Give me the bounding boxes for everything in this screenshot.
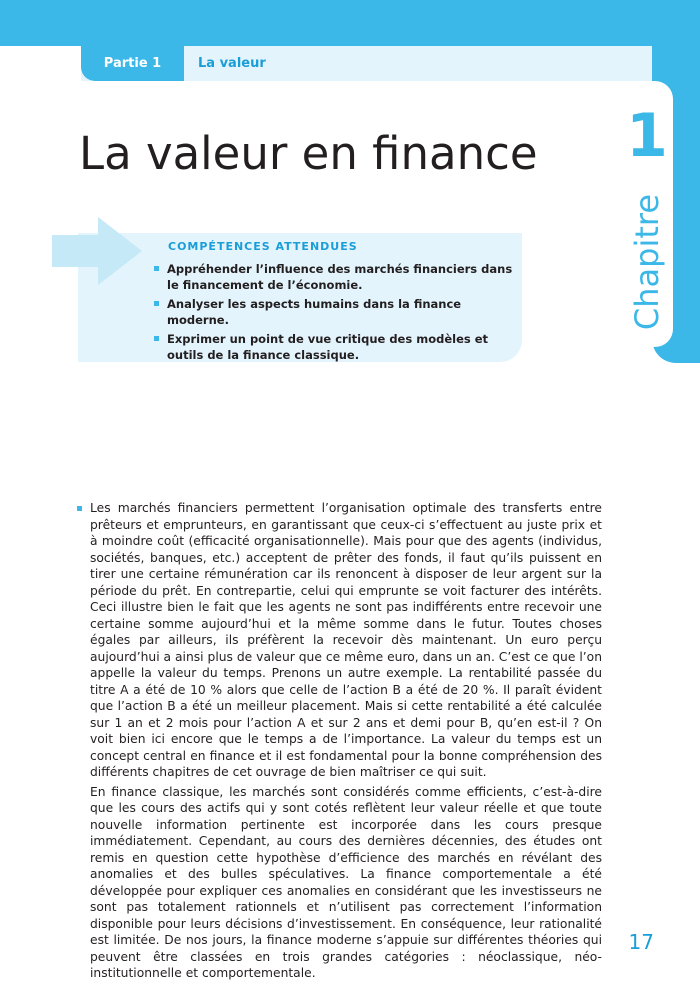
- page-number: 17: [628, 930, 654, 954]
- skills-list: [151, 261, 516, 366]
- page-title: La valeur en finance: [79, 127, 538, 180]
- skills-heading: COMPÉTENCES ATTENDUES: [168, 240, 358, 253]
- body-text: [90, 500, 602, 985]
- bullet-square-icon: [77, 506, 82, 511]
- skill-item: Appréhender l’influence des marchés financiers dans le financement de l’économie.: [151, 261, 516, 293]
- bullet-square-icon: [154, 266, 159, 271]
- chapter-number: 1: [626, 101, 668, 171]
- bullet-square-icon: [154, 336, 159, 341]
- arrow-right-icon: [52, 217, 142, 285]
- part-title: La valeur: [198, 56, 266, 71]
- skill-item: Exprimer un point de vue critique des modèles et outils de la finance classique.: [151, 331, 516, 363]
- part-label: Partie 1: [81, 46, 184, 81]
- bullet-square-icon: [154, 301, 159, 306]
- body-paragraph: Les marchés financiers permettent l’organisation optimale des transferts entre prêteurs et emprunteurs, en garantissant que ceux-ci s’effectuent au juste prix et à moindre coût (efficacité organisationnelle). Mais pour que des agents (individus, sociétés, banques, etc.) acceptent de prêter des fonds, il faut qu’ils puissent en tirer une certaine rémunération car ils renoncent à disposer de leur argent sur la période du prêt. En contrepartie, celui qui emprunte se voit facturer des intérêts. Ceci illustre bien le fait que les agents ne sont pas indifférents entre recevoir une certaine somme aujourd’hui et la même somme dans le futur. Toutes choses égales par ailleurs, ils préfèrent la recevoir dès maintenant. Un euro perçu aujourd’hui a ainsi plus de valeur que ce même euro, dans un an. C’est ce que l’on appelle la valeur du temps. Prenons un autre exemple. La rentabilité passée du titre A a été de 10 % alors que celle de l’action B a été de 20 %. Il paraît évident que l’action B a été un meilleur placement. Mais si cette rentabilité a été calculée sur 1 an et 2 mois pour l’action A et sur 2 ans et demi pour B, qu’en est-il ? On voit bien ici encore que le temps a de l’importance. La valeur du temps est un concept central en finance et il est fondamental pour la bonne compréhension des différents chapitres de cet ouvrage de bien maîtriser ce qui suit.: [90, 501, 602, 779]
- skill-item: Analyser les aspects humains dans la finance moderne.: [151, 296, 516, 328]
- body-paragraph: En finance classique, les marchés sont considérés comme efficients, c’est-à-dire que les cours des actifs qui y sont cotés reflètent leur valeur réelle et que toute nouvelle information pertinente est incorporée dans les cours presque immédiatement. Cependant, au cours des dernières décennies, des études ont remis en question cette hypothèse d’efficience des marchés en révélant des anomalies et des bulles spéculatives. La finance comportementale a été développée pour expliquer ces anomalies en considérant que les investisseurs ne sont pas totalement rationnels et n’utilisent pas correctement l’information disponible pour leurs décisions d’investissement. En conséquence, leur rationalité est limitée. De nos jours, la finance moderne s’appuie sur différentes théories qui peuvent être classées en trois grandes catégories : néoclassique, néo-institutionnelle et comportementale.: [90, 784, 602, 980]
- top-color-band: [0, 0, 700, 46]
- chapter-word: Chapitre: [628, 193, 666, 331]
